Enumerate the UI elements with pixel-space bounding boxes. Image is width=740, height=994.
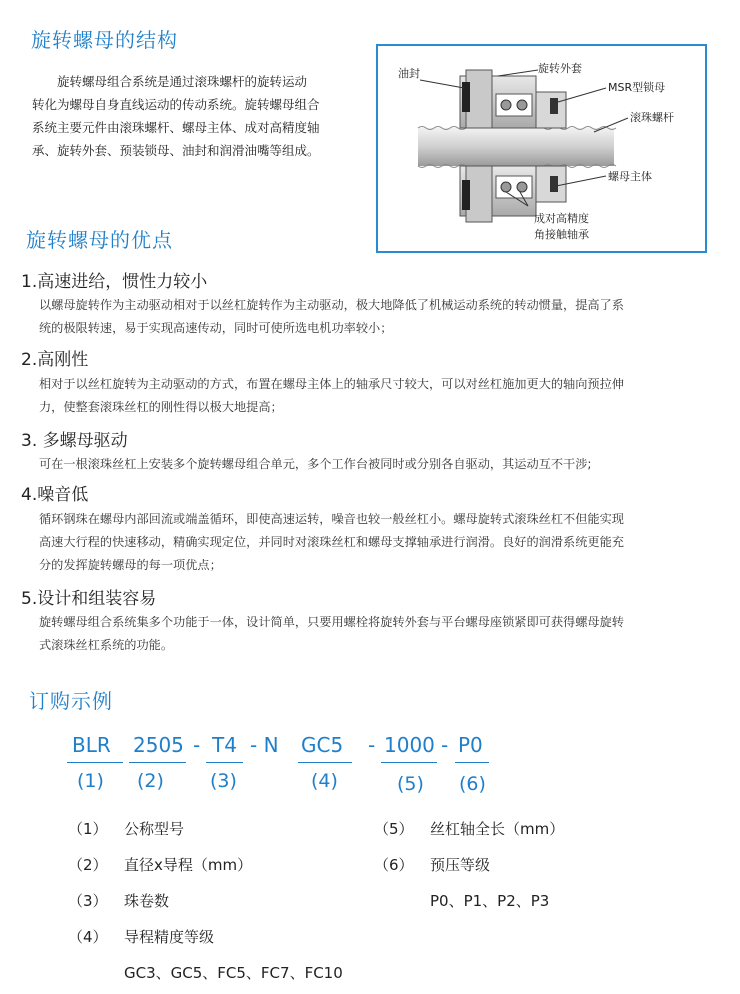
- code-index-4: (4): [311, 770, 338, 792]
- ball-screw-shape: [418, 128, 614, 166]
- code-underline-4: [298, 762, 352, 763]
- intro-line-1: 旋转螺母组合系统是通过滚珠螺杆的旋转运动: [57, 74, 308, 89]
- label-bearing-line1: 成对高精度: [534, 212, 589, 225]
- intro-line-3: 系统主要元件由滚珠螺杆、螺母主体、成对高精度轴: [32, 120, 320, 135]
- code-underline-6: [455, 762, 489, 763]
- label-nut-body: 螺母主体: [608, 170, 652, 183]
- advantage-1-heading: 1.高速进给，惯性力较小: [21, 272, 208, 292]
- legend-5-index: （5）: [374, 820, 414, 838]
- code-dash-2: - N: [250, 733, 279, 757]
- code-index-3: (3): [210, 770, 237, 792]
- code-underline-5: [381, 762, 437, 763]
- advantage-2-heading: 2.高刚性: [21, 350, 89, 370]
- code-part-4: GC5: [301, 733, 344, 757]
- advantage-4-heading: 4.噪音低: [21, 485, 89, 505]
- legend-5-text: 丝杠轴全长（mm）: [430, 820, 565, 838]
- code-index-2: (2): [137, 770, 164, 792]
- code-dash-4: -: [441, 733, 449, 757]
- label-ball-screw: 滚珠螺杆: [630, 111, 674, 124]
- advantage-2-text: [39, 373, 719, 419]
- structure-title: 旋转螺母的结构: [31, 28, 178, 52]
- code-part-6: P0: [458, 733, 483, 757]
- intro-line-2: 转化为螺母自身直线运动的传动系统。旋转螺母组合: [32, 97, 320, 112]
- intro-paragraph: [32, 70, 350, 162]
- order-title: 订购示例: [29, 689, 113, 713]
- code-dash-3: -: [368, 733, 376, 757]
- code-underline-1: [67, 762, 123, 763]
- label-outer-sleeve: 旋转外套: [538, 62, 582, 75]
- advantage-2-line-1: 相对于以丝杠旋转为主动驱动的方式，布置在螺母主体上的轴承尺寸较大，可以对丝杠施加更大的轴向预拉伸: [39, 377, 624, 391]
- legend-4-values: GC3、GC5、FC5、FC7、FC10: [124, 964, 343, 982]
- code-index-1: (1): [77, 770, 104, 792]
- code-part-1: BLR: [72, 733, 111, 757]
- code-part-3: T4: [212, 733, 237, 757]
- advantage-4-text: [39, 508, 719, 577]
- legend-6-text: 预压等级: [430, 856, 491, 874]
- advantage-4-line-1: 循环钢珠在螺母内部回流或端盖循环，即使高速运转，噪音也较一般丝杠小。螺母旋转式滚珠丝杠不但能实现: [39, 512, 624, 526]
- advantage-3-text: [39, 453, 719, 476]
- advantage-5-heading: 5.设计和组装容易: [21, 589, 157, 609]
- legend-1-text: 公称型号: [124, 820, 185, 838]
- advantage-3-heading: 3. 多螺母驱动: [21, 431, 128, 451]
- advantage-5-line-2: 式滚珠丝杠系统的功能。: [39, 638, 174, 652]
- advantage-1-line-1: 以螺母旋转作为主动驱动相对于以丝杠旋转作为主动驱动，极大地降低了机械运动系统的转动惯量，提高了系: [39, 298, 624, 312]
- advantages-title: 旋转螺母的优点: [26, 228, 173, 252]
- code-underline-2: [129, 762, 186, 763]
- legend-6-index: （6）: [374, 856, 414, 874]
- legend-4-text: 导程精度等级: [124, 928, 215, 946]
- label-oil-seal: 油封: [398, 67, 420, 80]
- legend-4-index: （4）: [68, 928, 108, 946]
- advantage-1-text: [39, 294, 719, 340]
- legend-2-text: 直径x导程（mm）: [124, 856, 253, 874]
- label-msr-nut: MSR型锁母: [608, 81, 666, 94]
- advantage-3-line-1: 可在一根滚珠丝杠上安装多个旋转螺母组合单元，多个工作台被同时或分别各自驱动，其运动互不干涉;: [39, 457, 592, 471]
- advantage-5-line-1: 旋转螺母组合系统集多个功能于一体，设计简单，只要用螺栓将旋转外套与平台螺母座锁紧即可获得螺母旋转: [39, 615, 624, 629]
- intro-line-4: 承、旋转外套、预装锁母、油封和润滑油嘴等组成。: [32, 143, 320, 158]
- legend-1-index: （1）: [68, 820, 108, 838]
- advantage-4-line-2: 高速大行程的快速移动，精确实现定位，并同时对滚珠丝杠和螺母支撑轴承进行润滑。良好的润滑系统更能充: [39, 535, 624, 549]
- label-bearing-line2: 角接触轴承: [534, 228, 589, 241]
- advantage-1-line-2: 统的极限转速，易于实现高速传动，同时可使所选电机功率较小；: [39, 321, 393, 335]
- legend-6-values: P0、P1、P2、P3: [430, 892, 550, 910]
- advantage-2-line-2: 力，使整套滚珠丝杠的刚性得以极大地提高；: [39, 400, 283, 414]
- code-part-2: 2505: [133, 733, 184, 757]
- legend-3-index: （3）: [68, 892, 108, 910]
- code-index-5: (5): [397, 773, 424, 795]
- code-index-6: (6): [459, 773, 486, 795]
- advantage-5-text: [39, 611, 719, 657]
- code-part-5: 1000: [384, 733, 435, 757]
- legend-3-text: 珠卷数: [124, 892, 170, 910]
- structure-figure: [376, 44, 707, 253]
- code-dash-1: -: [193, 733, 201, 757]
- code-underline-3: [206, 762, 243, 763]
- legend-2-index: （2）: [68, 856, 108, 874]
- advantage-4-line-3: 分的发挥旋转螺母的每一项优点；: [39, 558, 222, 572]
